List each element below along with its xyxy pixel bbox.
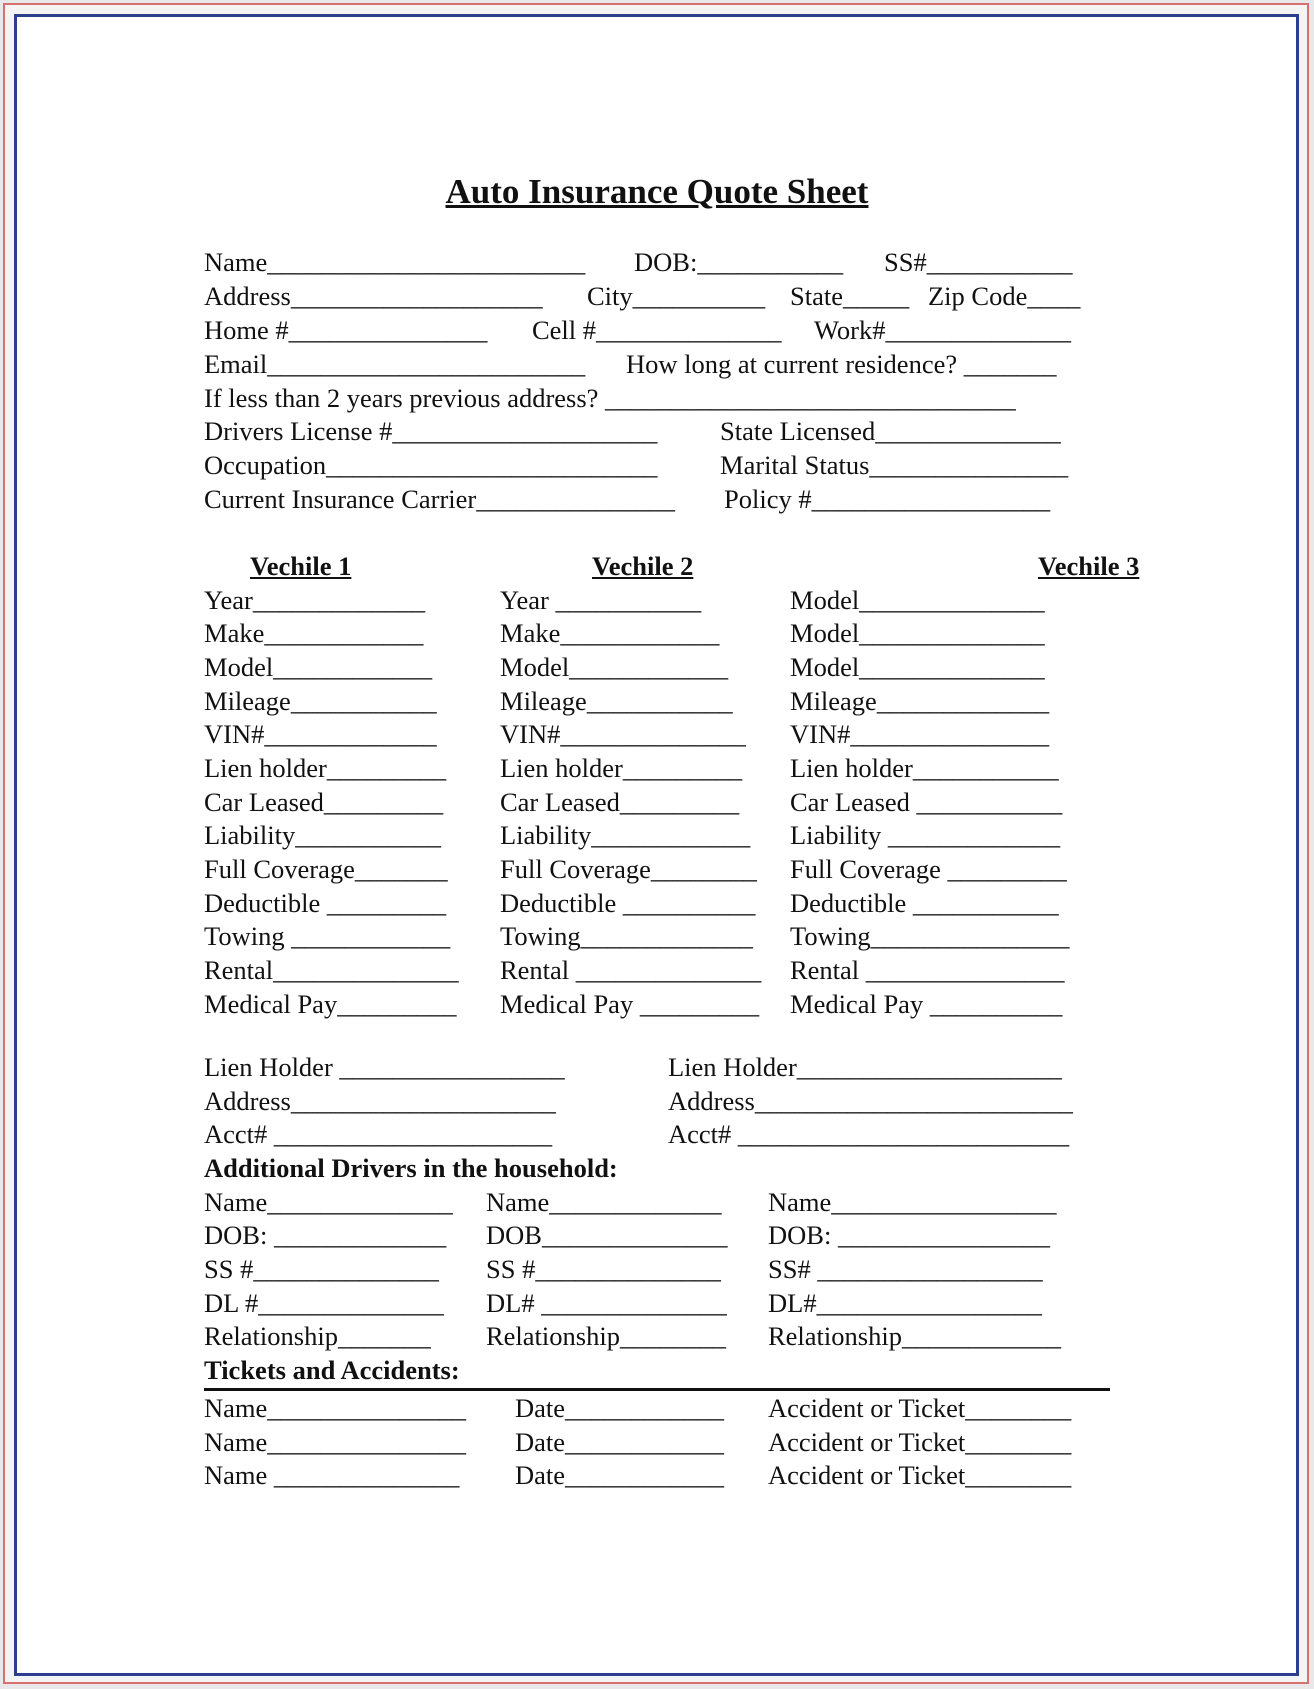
driver-3-field[interactable]: DL#_________________ xyxy=(768,1288,1042,1318)
state-field[interactable]: State_____ xyxy=(790,281,910,311)
state-licensed-field[interactable]: State Licensed______________ xyxy=(720,416,1061,446)
cell-phone-field[interactable]: Cell #______________ xyxy=(532,315,782,345)
vehicle-row xyxy=(204,684,1104,718)
applicant-line-1 xyxy=(204,245,1104,279)
vehicle-row xyxy=(204,852,1104,886)
vehicle-3-field[interactable]: Full Coverage _________ xyxy=(790,854,1067,884)
ticket-type-field[interactable]: Accident or Ticket________ xyxy=(768,1393,1072,1423)
driver-3-field[interactable]: SS# _________________ xyxy=(768,1254,1043,1284)
applicant-line-3 xyxy=(204,313,1104,347)
driver-2-field[interactable]: DOB______________ xyxy=(486,1220,728,1250)
ticket-date-field[interactable]: Date____________ xyxy=(515,1427,725,1457)
vehicle-3-field[interactable]: VIN#_______________ xyxy=(790,719,1050,749)
vehicle-1-field[interactable]: Medical Pay_________ xyxy=(204,989,457,1019)
zip-field[interactable]: Zip Code____ xyxy=(928,281,1081,311)
vehicle-2-field[interactable]: Year ___________ xyxy=(500,585,702,615)
additional-drivers-heading xyxy=(204,1151,1104,1185)
vehicle-1-field[interactable]: VIN#_____________ xyxy=(204,719,437,749)
applicant-line-2 xyxy=(204,279,1104,313)
vehicle-3-field[interactable]: Deductible ___________ xyxy=(790,888,1059,918)
email-field[interactable]: Email________________________ xyxy=(204,349,586,379)
additional-drivers-heading-text: Additional Drivers in the household: xyxy=(204,1153,618,1183)
vehicle-2-field[interactable]: Lien holder_________ xyxy=(500,753,743,783)
vehicle-3-field[interactable]: Model______________ xyxy=(790,652,1045,682)
previous-address-field[interactable]: If less than 2 years previous address? _______________________________ xyxy=(204,383,1016,413)
driver-1-field[interactable]: DL #______________ xyxy=(204,1288,444,1318)
applicant-line-6 xyxy=(204,414,1104,448)
dob-field[interactable]: DOB:___________ xyxy=(634,247,844,277)
lien-address-field[interactable]: Address____________________ xyxy=(204,1086,556,1116)
lien-row-2 xyxy=(204,1084,1104,1118)
driver-2-field[interactable]: Relationship________ xyxy=(486,1321,726,1351)
driver-1-field[interactable]: DOB: _____________ xyxy=(204,1220,447,1250)
policy-number-field[interactable]: Policy #__________________ xyxy=(724,484,1051,514)
vehicle-2-field[interactable]: Rental ______________ xyxy=(500,955,762,985)
driver-row xyxy=(204,1185,1104,1219)
vehicle-1-field[interactable]: Rental______________ xyxy=(204,955,459,985)
vehicle-2-header: Vechile 2 xyxy=(592,551,694,581)
vehicle-row xyxy=(204,987,1104,1021)
driver-3-field[interactable]: Name_________________ xyxy=(768,1187,1057,1217)
vehicle-2-field[interactable]: Liability____________ xyxy=(500,820,751,850)
ticket-type-field[interactable]: Accident or Ticket________ xyxy=(768,1427,1072,1457)
vehicle-2-field[interactable]: Medical Pay _________ xyxy=(500,989,760,1019)
driver-3-field[interactable]: Relationship____________ xyxy=(768,1321,1061,1351)
drivers-license-field[interactable]: Drivers License #____________________ xyxy=(204,416,658,446)
vehicle-3-field[interactable]: Mileage_____________ xyxy=(790,686,1050,716)
lien-account-field[interactable]: Acct# _____________________ xyxy=(204,1119,553,1149)
applicant-line-8 xyxy=(204,482,1104,516)
city-field[interactable]: City__________ xyxy=(587,281,766,311)
vehicle-3-field[interactable]: Model______________ xyxy=(790,585,1045,615)
vehicle-row xyxy=(204,818,1104,852)
applicant-line-7 xyxy=(204,448,1104,482)
work-phone-field[interactable]: Work#______________ xyxy=(814,315,1071,345)
address-field[interactable]: Address___________________ xyxy=(204,281,543,311)
ticket-date-field[interactable]: Date____________ xyxy=(515,1460,725,1490)
vehicle-1-field[interactable]: Full Coverage_______ xyxy=(204,854,448,884)
page-title: Auto Insurance Quote Sheet xyxy=(445,172,869,211)
vehicle-1-field[interactable]: Towing ____________ xyxy=(204,921,451,951)
tickets-heading xyxy=(204,1353,1104,1387)
applicant-line-5 xyxy=(204,381,1104,415)
vehicle-2-field[interactable]: Mileage___________ xyxy=(500,686,733,716)
vehicle-1-field[interactable]: Model____________ xyxy=(204,652,433,682)
name-field[interactable]: Name________________________ xyxy=(204,247,586,277)
home-phone-field[interactable]: Home #_______________ xyxy=(204,315,488,345)
driver-1-field[interactable]: Name______________ xyxy=(204,1187,453,1217)
vehicle-row xyxy=(204,785,1104,819)
driver-1-field[interactable]: SS #______________ xyxy=(204,1254,439,1284)
vehicle-1-field[interactable]: Car Leased_________ xyxy=(204,787,444,817)
vehicle-2-field[interactable]: Towing_____________ xyxy=(500,921,753,951)
lien-holder-field[interactable]: Lien Holder _________________ xyxy=(204,1052,565,1082)
occupation-field[interactable]: Occupation_________________________ xyxy=(204,450,658,480)
vehicle-1-field[interactable]: Year_____________ xyxy=(204,585,426,615)
marital-status-field[interactable]: Marital Status_______________ xyxy=(720,450,1069,480)
driver-2-field[interactable]: SS #______________ xyxy=(486,1254,721,1284)
vehicle-1-field[interactable]: Make____________ xyxy=(204,618,424,648)
vehicle-1-field[interactable]: Liability___________ xyxy=(204,820,442,850)
ticket-name-field[interactable]: Name_______________ xyxy=(204,1393,467,1423)
ticket-name-field[interactable]: Name ______________ xyxy=(204,1460,460,1490)
ss-field[interactable]: SS#___________ xyxy=(884,247,1073,277)
vehicle-3-field[interactable]: Towing_______________ xyxy=(790,921,1070,951)
driver-2-field[interactable]: DL# ______________ xyxy=(486,1288,727,1318)
vehicle-1-field[interactable]: Lien holder_________ xyxy=(204,753,447,783)
vehicle-1-header: Vechile 1 xyxy=(250,551,352,581)
insurance-carrier-field[interactable]: Current Insurance Carrier_______________ xyxy=(204,484,675,514)
vehicle-row xyxy=(204,717,1104,751)
driver-1-field[interactable]: Relationship_______ xyxy=(204,1321,431,1351)
lien-holder-field[interactable]: Lien Holder____________________ xyxy=(668,1052,1062,1082)
driver-row xyxy=(204,1252,1104,1286)
residence-duration-field[interactable]: How long at current residence? _______ xyxy=(626,349,1057,379)
driver-3-field[interactable]: DOB: ________________ xyxy=(768,1220,1050,1250)
vehicle-2-field[interactable]: Model____________ xyxy=(500,652,729,682)
lien-row-1 xyxy=(204,1050,1104,1084)
driver-row xyxy=(204,1319,1104,1353)
ticket-row xyxy=(204,1425,1104,1459)
vehicle-3-field[interactable]: Liability _____________ xyxy=(790,820,1061,850)
tickets-heading-text: Tickets and Accidents: xyxy=(204,1355,460,1385)
vehicle-2-field[interactable]: Deductible __________ xyxy=(500,888,756,918)
ticket-name-field[interactable]: Name_______________ xyxy=(204,1427,467,1457)
vehicle-2-field[interactable]: Make____________ xyxy=(500,618,720,648)
vehicle-row xyxy=(204,583,1104,617)
vehicle-row xyxy=(204,919,1104,953)
vehicle-1-field[interactable]: Mileage___________ xyxy=(204,686,437,716)
ticket-date-field[interactable]: Date____________ xyxy=(515,1393,725,1423)
vehicle-row xyxy=(204,751,1104,785)
vehicle-3-header: Vechile 3 xyxy=(1038,551,1140,581)
vehicle-row xyxy=(204,650,1104,684)
vehicle-1-field[interactable]: Deductible _________ xyxy=(204,888,447,918)
vehicle-3-field[interactable]: Rental _______________ xyxy=(790,955,1065,985)
driver-row xyxy=(204,1218,1104,1252)
lien-row-3 xyxy=(204,1117,1104,1151)
vehicle-3-field[interactable]: Model______________ xyxy=(790,618,1045,648)
vehicle-row xyxy=(204,616,1104,650)
vehicle-3-field[interactable]: Car Leased ___________ xyxy=(790,787,1063,817)
vehicle-row xyxy=(204,886,1104,920)
vehicle-2-field[interactable]: VIN#______________ xyxy=(500,719,746,749)
vehicle-3-field[interactable]: Lien holder___________ xyxy=(790,753,1059,783)
ticket-row xyxy=(204,1458,1104,1492)
applicant-line-4 xyxy=(204,347,1104,381)
ticket-row xyxy=(204,1391,1104,1425)
driver-row xyxy=(204,1286,1104,1320)
driver-2-field[interactable]: Name_____________ xyxy=(486,1187,722,1217)
vehicle-2-field[interactable]: Full Coverage________ xyxy=(500,854,757,884)
lien-account-field[interactable]: Acct# _________________________ xyxy=(668,1119,1070,1149)
vehicle-headers xyxy=(204,549,1140,583)
vehicle-row xyxy=(204,953,1104,987)
vehicle-2-field[interactable]: Car Leased_________ xyxy=(500,787,740,817)
vehicle-3-field[interactable]: Medical Pay __________ xyxy=(790,989,1063,1019)
lien-address-field[interactable]: Address________________________ xyxy=(668,1086,1073,1116)
ticket-type-field[interactable]: Accident or Ticket________ xyxy=(768,1460,1072,1490)
